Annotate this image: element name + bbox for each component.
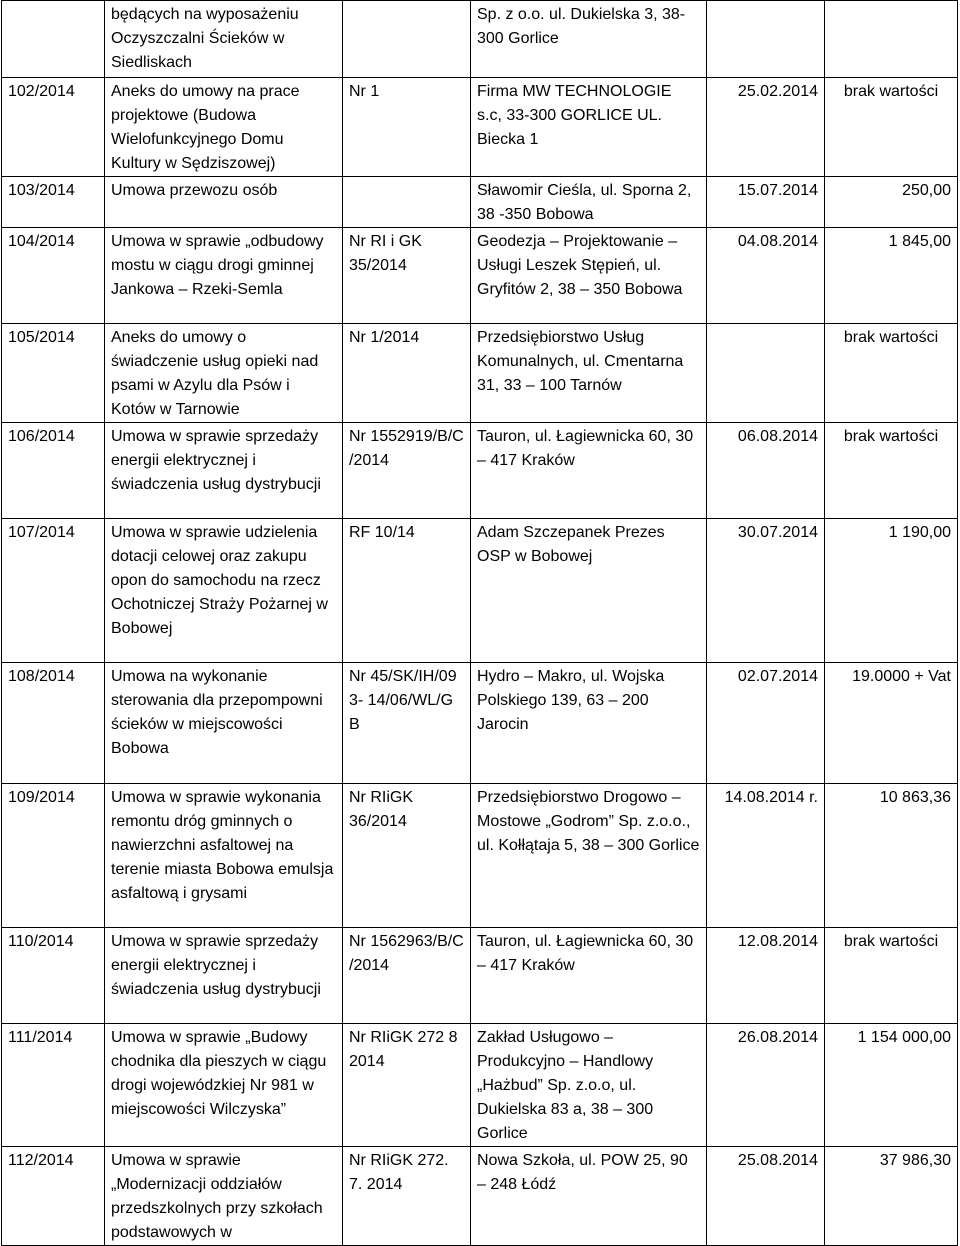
cell-date: 30.07.2014 <box>707 519 825 663</box>
table-row <box>2 928 958 1024</box>
cell-contract: Nr 1 <box>343 78 471 177</box>
table-row <box>2 1 958 78</box>
cell-contractor: Sp. z o.o. ul. Dukielska 3, 38-300 Gorlice <box>471 1 707 78</box>
cell-contract: Nr RIiGK 36/2014 <box>343 784 471 928</box>
cell-subject: Umowa w sprawie „odbudowy mostu w ciągu drogi gminnej Jankowa – Rzeki-Semla <box>105 228 343 324</box>
cell-contractor: Geodezja – Projektowanie – Usługi Leszek Stępień, ul. Gryfitów 2, 38 – 350 Bobowa <box>471 228 707 324</box>
cell-date: 04.08.2014 <box>707 228 825 324</box>
cell-subject: Umowa w sprawie sprzedaży energii elektrycznej i świadczenia usług dystrybucji <box>105 928 343 1024</box>
cell-value: brak wartości <box>825 78 958 177</box>
cell-date: 25.08.2014 <box>707 1147 825 1246</box>
cell-value: 1 154 000,00 <box>825 1024 958 1147</box>
cell-value: 1 845,00 <box>825 228 958 324</box>
cell-value <box>825 1 958 78</box>
cell-subject: będących na wyposażeniu Oczyszczalni Ścieków w Siedliskach <box>105 1 343 78</box>
cell-contract <box>343 1 471 78</box>
table-row <box>2 423 958 519</box>
cell-value: brak wartości <box>825 324 958 423</box>
cell-no: 109/2014 <box>2 784 105 928</box>
cell-contractor: Tauron, ul. Łagiewnicka 60, 30 – 417 Kraków <box>471 423 707 519</box>
cell-date: 02.07.2014 <box>707 663 825 784</box>
table-row <box>2 78 958 177</box>
cell-subject: Umowa w sprawie „Modernizacji oddziałów przedszkolnych przy szkołach podstawowych w <box>105 1147 343 1246</box>
cell-subject: Aneks do umowy na prace projektowe (Budowa Wielofunkcyjnego Domu Kultury w Sędziszowej) <box>105 78 343 177</box>
cell-subject: Umowa w sprawie „Budowy chodnika dla pieszych w ciągu drogi wojewódzkiej Nr 981 w miejscowości Wilczyska” <box>105 1024 343 1147</box>
cell-no: 104/2014 <box>2 228 105 324</box>
cell-date: 25.02.2014 <box>707 78 825 177</box>
cell-contract: Nr 1562963/B/C /2014 <box>343 928 471 1024</box>
cell-value: 1 190,00 <box>825 519 958 663</box>
table-row <box>2 1024 958 1147</box>
cell-value: 10 863,36 <box>825 784 958 928</box>
cell-value: brak wartości <box>825 928 958 1024</box>
cell-contract: Nr 1/2014 <box>343 324 471 423</box>
cell-no: 111/2014 <box>2 1024 105 1147</box>
cell-date: 15.07.2014 <box>707 177 825 228</box>
cell-contractor: Sławomir Cieśla, ul. Sporna 2, 38 -350 Bobowa <box>471 177 707 228</box>
cell-contractor: Hydro – Makro, ul. Wojska Polskiego 139, 63 – 200 Jarocin <box>471 663 707 784</box>
cell-no: 103/2014 <box>2 177 105 228</box>
table-row <box>2 663 958 784</box>
cell-date <box>707 324 825 423</box>
cell-value: brak wartości <box>825 423 958 519</box>
cell-no <box>2 1 105 78</box>
cell-contractor: Przedsiębiorstwo Drogowo – Mostowe „Godrom” Sp. z.o.o., ul. Kołłątaja 5, 38 – 300 Gorlice <box>471 784 707 928</box>
table-row <box>2 177 958 228</box>
table-row <box>2 784 958 928</box>
cell-no: 105/2014 <box>2 324 105 423</box>
table-row <box>2 228 958 324</box>
cell-contract: Nr RI i GK 35/2014 <box>343 228 471 324</box>
cell-contractor: Zakład Usługowo – Produkcyjno – Handlowy „Hażbud” Sp. z.o.o, ul. Dukielska 83 a, 38 – 300 Gorlice <box>471 1024 707 1147</box>
cell-no: 106/2014 <box>2 423 105 519</box>
cell-contract: Nr 45/SK/IH/09 3- 14/06/WL/G B <box>343 663 471 784</box>
cell-subject: Umowa w sprawie wykonania remontu dróg gminnych o nawierzchni asfaltowej na terenie miasta Bobowa emulsja asfaltową i grysami <box>105 784 343 928</box>
cell-date <box>707 1 825 78</box>
cell-contract: Nr RIiGK 272. 7. 2014 <box>343 1147 471 1246</box>
contracts-table <box>1 0 958 1246</box>
cell-contract: Nr 1552919/B/C /2014 <box>343 423 471 519</box>
contracts-table-body <box>2 1 958 1246</box>
table-row <box>2 519 958 663</box>
cell-subject: Aneks do umowy o świadczenie usług opieki nad psami w Azylu dla Psów i Kotów w Tarnowie <box>105 324 343 423</box>
cell-contractor: Tauron, ul. Łagiewnicka 60, 30 – 417 Kraków <box>471 928 707 1024</box>
cell-no: 110/2014 <box>2 928 105 1024</box>
cell-subject: Umowa na wykonanie sterowania dla przepompowni ścieków w miejscowości Bobowa <box>105 663 343 784</box>
cell-subject: Umowa przewozu osób <box>105 177 343 228</box>
cell-value: 37 986,30 <box>825 1147 958 1246</box>
cell-subject: Umowa w sprawie sprzedaży energii elektrycznej i świadczenia usług dystrybucji <box>105 423 343 519</box>
cell-contractor: Przedsiębiorstwo Usług Komunalnych, ul. Cmentarna 31, 33 – 100 Tarnów <box>471 324 707 423</box>
cell-contractor: Firma MW TECHNOLOGIE s.c, 33-300 GORLICE UL. Biecka 1 <box>471 78 707 177</box>
cell-no: 107/2014 <box>2 519 105 663</box>
table-row <box>2 324 958 423</box>
cell-date: 12.08.2014 <box>707 928 825 1024</box>
cell-value: 19.0000 + Vat <box>825 663 958 784</box>
cell-no: 112/2014 <box>2 1147 105 1246</box>
cell-no: 102/2014 <box>2 78 105 177</box>
cell-date: 06.08.2014 <box>707 423 825 519</box>
cell-contract: Nr RIiGK 272 8 2014 <box>343 1024 471 1147</box>
cell-contractor: Nowa Szkoła, ul. POW 25, 90 – 248 Łódź <box>471 1147 707 1246</box>
cell-date: 26.08.2014 <box>707 1024 825 1147</box>
table-row <box>2 1147 958 1246</box>
cell-date: 14.08.2014 r. <box>707 784 825 928</box>
cell-value: 250,00 <box>825 177 958 228</box>
cell-contractor: Adam Szczepanek Prezes OSP w Bobowej <box>471 519 707 663</box>
cell-subject: Umowa w sprawie udzielenia dotacji celowej oraz zakupu opon do samochodu na rzecz Ochotniczej Straży Pożarnej w Bobowej <box>105 519 343 663</box>
cell-no: 108/2014 <box>2 663 105 784</box>
cell-contract: RF 10/14 <box>343 519 471 663</box>
cell-contract <box>343 177 471 228</box>
